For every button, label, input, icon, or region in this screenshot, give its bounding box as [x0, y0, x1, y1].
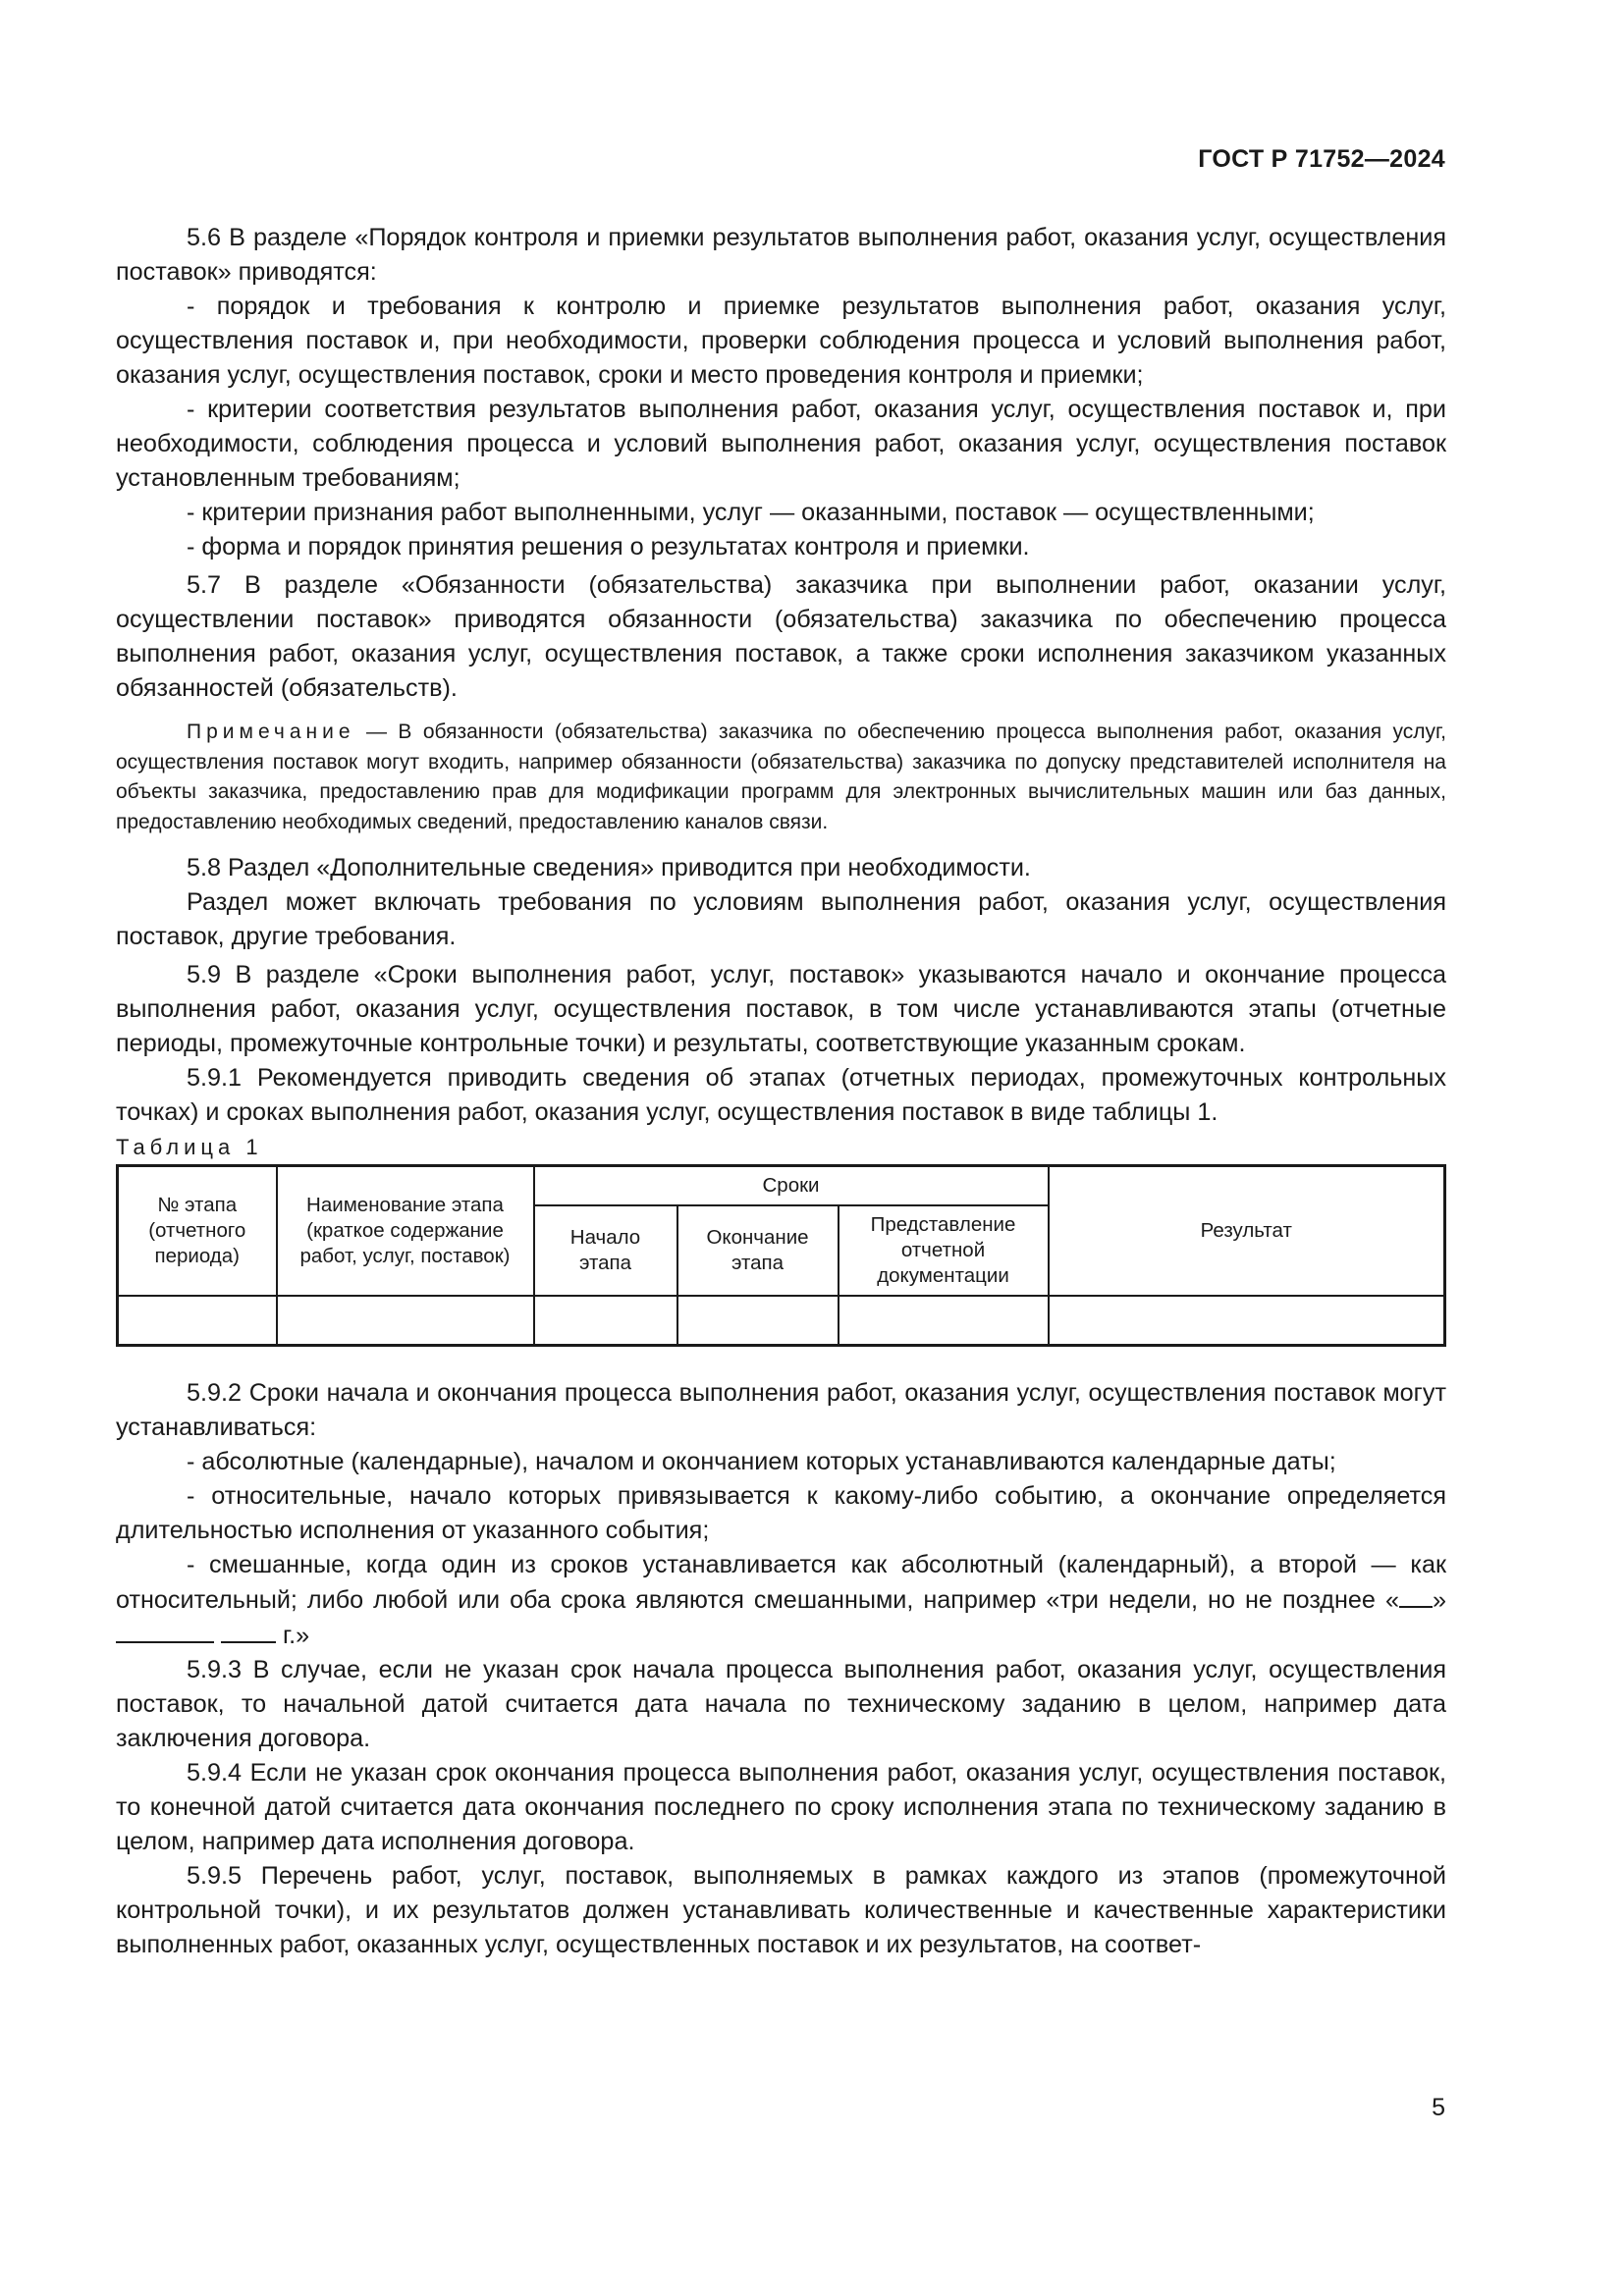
- document-standard-id: ГОСТ Р 71752—2024: [1198, 145, 1445, 173]
- table-header-stage-no: № этапа (отчетного периода): [118, 1166, 277, 1297]
- table-cell: [677, 1296, 839, 1346]
- list-item-control-order: - порядок и требования к контролю и приемке результатов выполнения работ, оказания услуг, осуществления поставок и, при необходимости, проверки соблюдения процесса и условий выполнения работ, оказания услуг, осуществления поставок, сроки и место проведения контроля и приемки;: [116, 293, 1446, 389]
- table-header-result: Результат: [1049, 1166, 1445, 1297]
- paragraph-5-6: 5.6 В разделе «Порядок контроля и приемки результатов выполнения работ, оказания услуг, осуществления поставок» приводятся:: [116, 224, 1446, 286]
- paragraph-5-9-5: 5.9.5 Перечень работ, услуг, поставок, выполняемых в рамках каждого из этапов (промежуточной контрольной точки), и их результатов должен устанавливать количественные и качественные характеристики выполненных работ, оказанных услуг, осуществленных поставок и их результатов, на соответ-: [116, 1862, 1446, 1958]
- table-header-terms: Сроки: [534, 1166, 1049, 1206]
- paragraph-5-8: 5.8 Раздел «Дополнительные сведения» приводится при необходимости.: [187, 854, 1031, 881]
- list-item-conformity-criteria: - критерии соответствия результатов выполнения работ, оказания услуг, осуществления поставок и, при необходимости, соблюдения процесса и условий выполнения работ, оказания услуг, осуществления поставок установленным требованиям;: [116, 396, 1446, 492]
- table-cell: [118, 1296, 277, 1346]
- table-header-start: Начало этапа: [534, 1205, 677, 1296]
- table-header-report: Представление отчетной документации: [839, 1205, 1049, 1296]
- paragraph-5-8-details: Раздел может включать требования по условиям выполнения работ, оказания услуг, осуществления поставок, другие требования.: [116, 888, 1446, 950]
- list-item-relative-terms: - относительные, начало которых привязывается к какому-либо событию, а окончание определяется длительностью исполнения от указанного события;: [116, 1482, 1446, 1544]
- paragraph-5-9: 5.9 В разделе «Сроки выполнения работ, услуг, поставок» указываются начало и окончание процесса выполнения работ, оказания услуг, осуществления поставок, в том числе устанавливаются этапы (отчетные периоды, промежуточные контрольные точки) и результаты, соответствующие указанным срокам.: [116, 961, 1446, 1057]
- list-item-decision-form: - форма и порядок принятия решения о результатах контроля и приемки.: [187, 533, 1030, 561]
- document-body: [116, 221, 1446, 1962]
- page-number: 5: [1432, 2094, 1445, 2121]
- table-cell: [277, 1296, 534, 1346]
- note-block: [116, 718, 1446, 837]
- list-item-absolute-terms: - абсолютные (календарные), началом и окончанием которых устанавливаются календарные даты;: [187, 1448, 1336, 1475]
- note-text: — В обязанности (обязательства) заказчика по обеспечению процесса выполнения работ, оказания услуг, осуществления поставок могут входить, например обязанности (обязательства) заказчика по допуску представителей исполнителя на объекты заказчика, предоставлению прав для модификации программ для электронных вычислительных машин или баз данных, предоставлению необходимых сведений, предоставлению каналов связи.: [116, 721, 1446, 833]
- stages-table: [116, 1164, 1446, 1347]
- paragraph-5-9-1: 5.9.1 Рекомендуется приводить сведения об этапах (отчетных периодах, промежуточных контрольных точках) и сроках выполнения работ, оказания услуг, осуществления поставок в виде таблицы 1.: [116, 1064, 1446, 1126]
- year-blank-line: [221, 1618, 276, 1643]
- paragraph-5-9-4: 5.9.4 Если не указан срок окончания процесса выполнения работ, оказания услуг, осуществления поставок, то конечной датой считается дата окончания последнего по сроку исполнения этапа по техническому заданию в целом, например дата исполнения договора.: [116, 1759, 1446, 1855]
- paragraph-5-9-3: 5.9.3 В случае, если не указан срок начала процесса выполнения работ, оказания услуг, осуществления поставок, то начальной датой считается дата начала по техническому заданию в целом, например дата заключения договора.: [116, 1656, 1446, 1752]
- paragraph-5-9-2: 5.9.2 Сроки начала и окончания процесса выполнения работ, оказания услуг, осуществления поставок могут устанавливаться:: [116, 1379, 1446, 1441]
- mixed-terms-mid: »: [1432, 1586, 1446, 1614]
- list-item-mixed-terms: [116, 1548, 1446, 1653]
- paragraph-5-7: 5.7 В разделе «Обязанности (обязательства) заказчика при выполнении работ, оказании услуг, осуществлении поставок» приводятся обязанности (обязательства) заказчика по обеспечению процесса выполнения работ, оказания услуг, осуществления поставок, а также сроки исполнения заказчиком указанных обязанностей (обязательств).: [116, 571, 1446, 702]
- note-label: Примечание: [187, 721, 355, 743]
- table-row: [118, 1296, 1445, 1346]
- table-cell: [534, 1296, 677, 1346]
- mixed-terms-text: - смешанные, когда один из сроков устанавливается как абсолютный (календарный), а второй — как относительный; либо любой или оба срока являются смешанными, например «три недели, но не позднее «: [116, 1551, 1446, 1614]
- table-header-row: [118, 1166, 1445, 1206]
- table-caption: Таблица 1: [116, 1135, 263, 1159]
- list-item-acceptance-criteria: - критерии признания работ выполненными, услуг — оказанными, поставок — осуществленными;: [187, 499, 1315, 526]
- month-blank-line: [116, 1618, 214, 1643]
- day-blank-line: [1399, 1582, 1433, 1608]
- mixed-terms-end: г.»: [276, 1622, 310, 1649]
- table-header-end: Окончание этапа: [677, 1205, 839, 1296]
- table-cell: [839, 1296, 1049, 1346]
- table-cell: [1049, 1296, 1445, 1346]
- table-header-stage-name: Наименование этапа (краткое содержание работ, услуг, поставок): [277, 1166, 534, 1297]
